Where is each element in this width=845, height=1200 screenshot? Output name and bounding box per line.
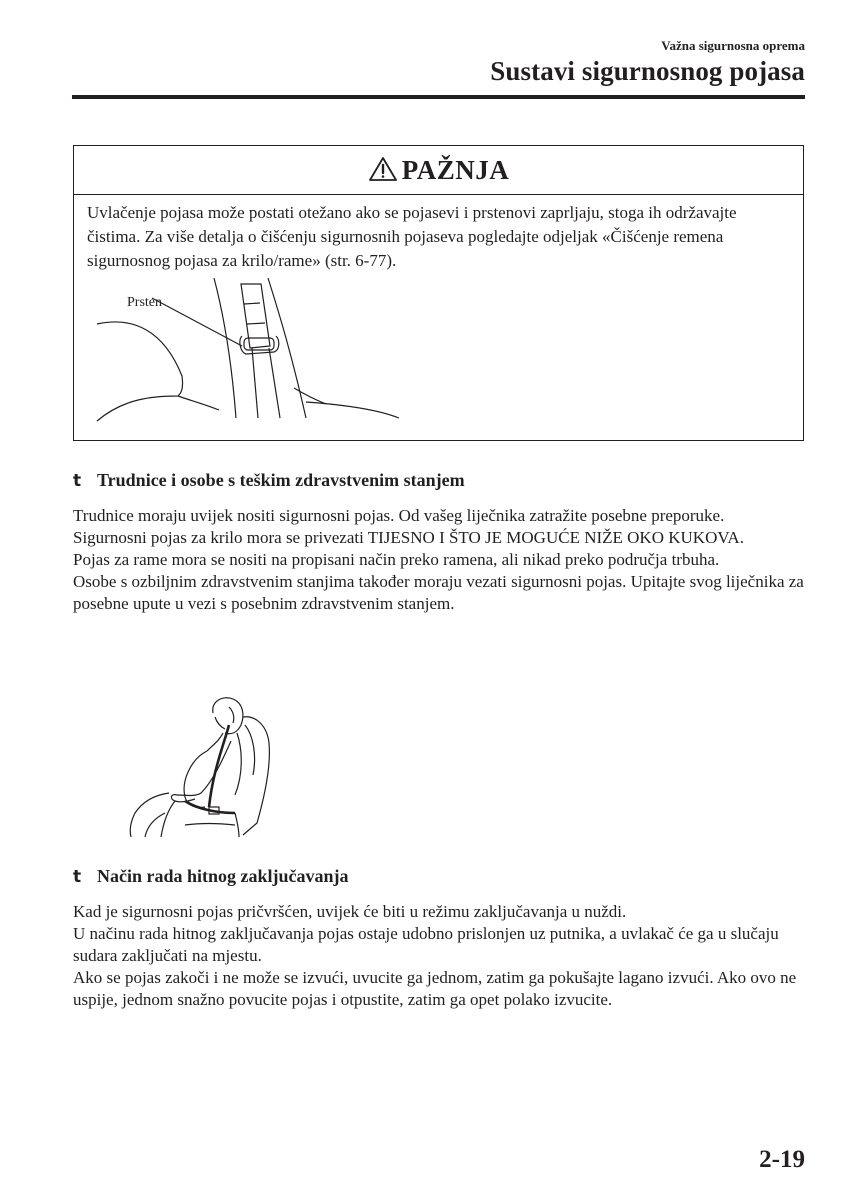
- header-section-label: Važna sigurnosna oprema: [661, 38, 805, 53]
- warning-box: [73, 145, 804, 441]
- section-heading-pregnant: [73, 470, 465, 491]
- pregnant-passenger-illustration: [125, 695, 285, 840]
- section-body-pregnant: [73, 505, 813, 615]
- paragraph: Ako se pojas zakoči i ne može se izvući, uvucite ga jednom, zatim ga pokušajte lagano izvući. Ako ovo ne uspije, jednom snažno povucite pojas i otpustite, zatim ga opet polako izvucite.: [73, 968, 797, 1009]
- ring-label: Prsten: [127, 295, 162, 310]
- warning-triangle-icon: [368, 156, 398, 182]
- warning-header: [74, 146, 803, 195]
- section-heading-emergency-lock: [73, 866, 349, 887]
- section-title: Trudnice i osobe s teškim zdravstvenim stanjem: [97, 470, 465, 490]
- page-title: Sustavi sigurnosnog pojasa: [490, 56, 805, 86]
- section-title: Način rada hitnog zaključavanja: [97, 866, 349, 886]
- paragraph: Sigurnosni pojas za krilo mora se privezati TIJESNO I ŠTO JE MOGUĆE NIŽE OKO KUKOVA.: [73, 528, 744, 547]
- paragraph: Osobe s ozbiljnim zdravstvenim stanjima također moraju vezati sigurnosni pojas. Upitajte svog liječnika za posebne upute u vezi s posebnim zdravstvenim stanjem.: [73, 572, 804, 613]
- section-body-emergency-lock: [73, 901, 813, 1011]
- header-divider: [72, 95, 805, 99]
- paragraph: U načinu rada hitnog zaključavanja pojas ostaje udobno prislonjen uz putnika, a uvlakač će ga u slučaju sudara zaključati na mjestu.: [73, 924, 779, 965]
- paragraph: Trudnice moraju uvijek nositi sigurnosni pojas. Od vašeg liječnika zatražite posebne preporuke.: [73, 506, 725, 525]
- section-bullet: t: [73, 471, 82, 491]
- warning-text: Uvlačenje pojasa može postati otežano ako se pojasevi i prstenovi zaprljaju, stoga ih održavajte čistima. Za više detalja o čišćenju sigurnosnih pojaseva pogledajte odjeljak «Čišćenje remena sigurnosnog pojasa za krilo/rame» (str. 6-77).: [87, 203, 737, 270]
- warning-label: PAŽNJA: [401, 154, 510, 185]
- paragraph: Pojas za rame mora se nositi na propisani način preko ramena, ali nikad preko područja trbuha.: [73, 550, 720, 569]
- paragraph: Kad je sigurnosni pojas pričvršćen, uvijek će biti u režimu zaključavanja u nuždi.: [73, 902, 627, 921]
- section-bullet: t: [73, 867, 82, 887]
- page-number: 2-19: [759, 1146, 805, 1173]
